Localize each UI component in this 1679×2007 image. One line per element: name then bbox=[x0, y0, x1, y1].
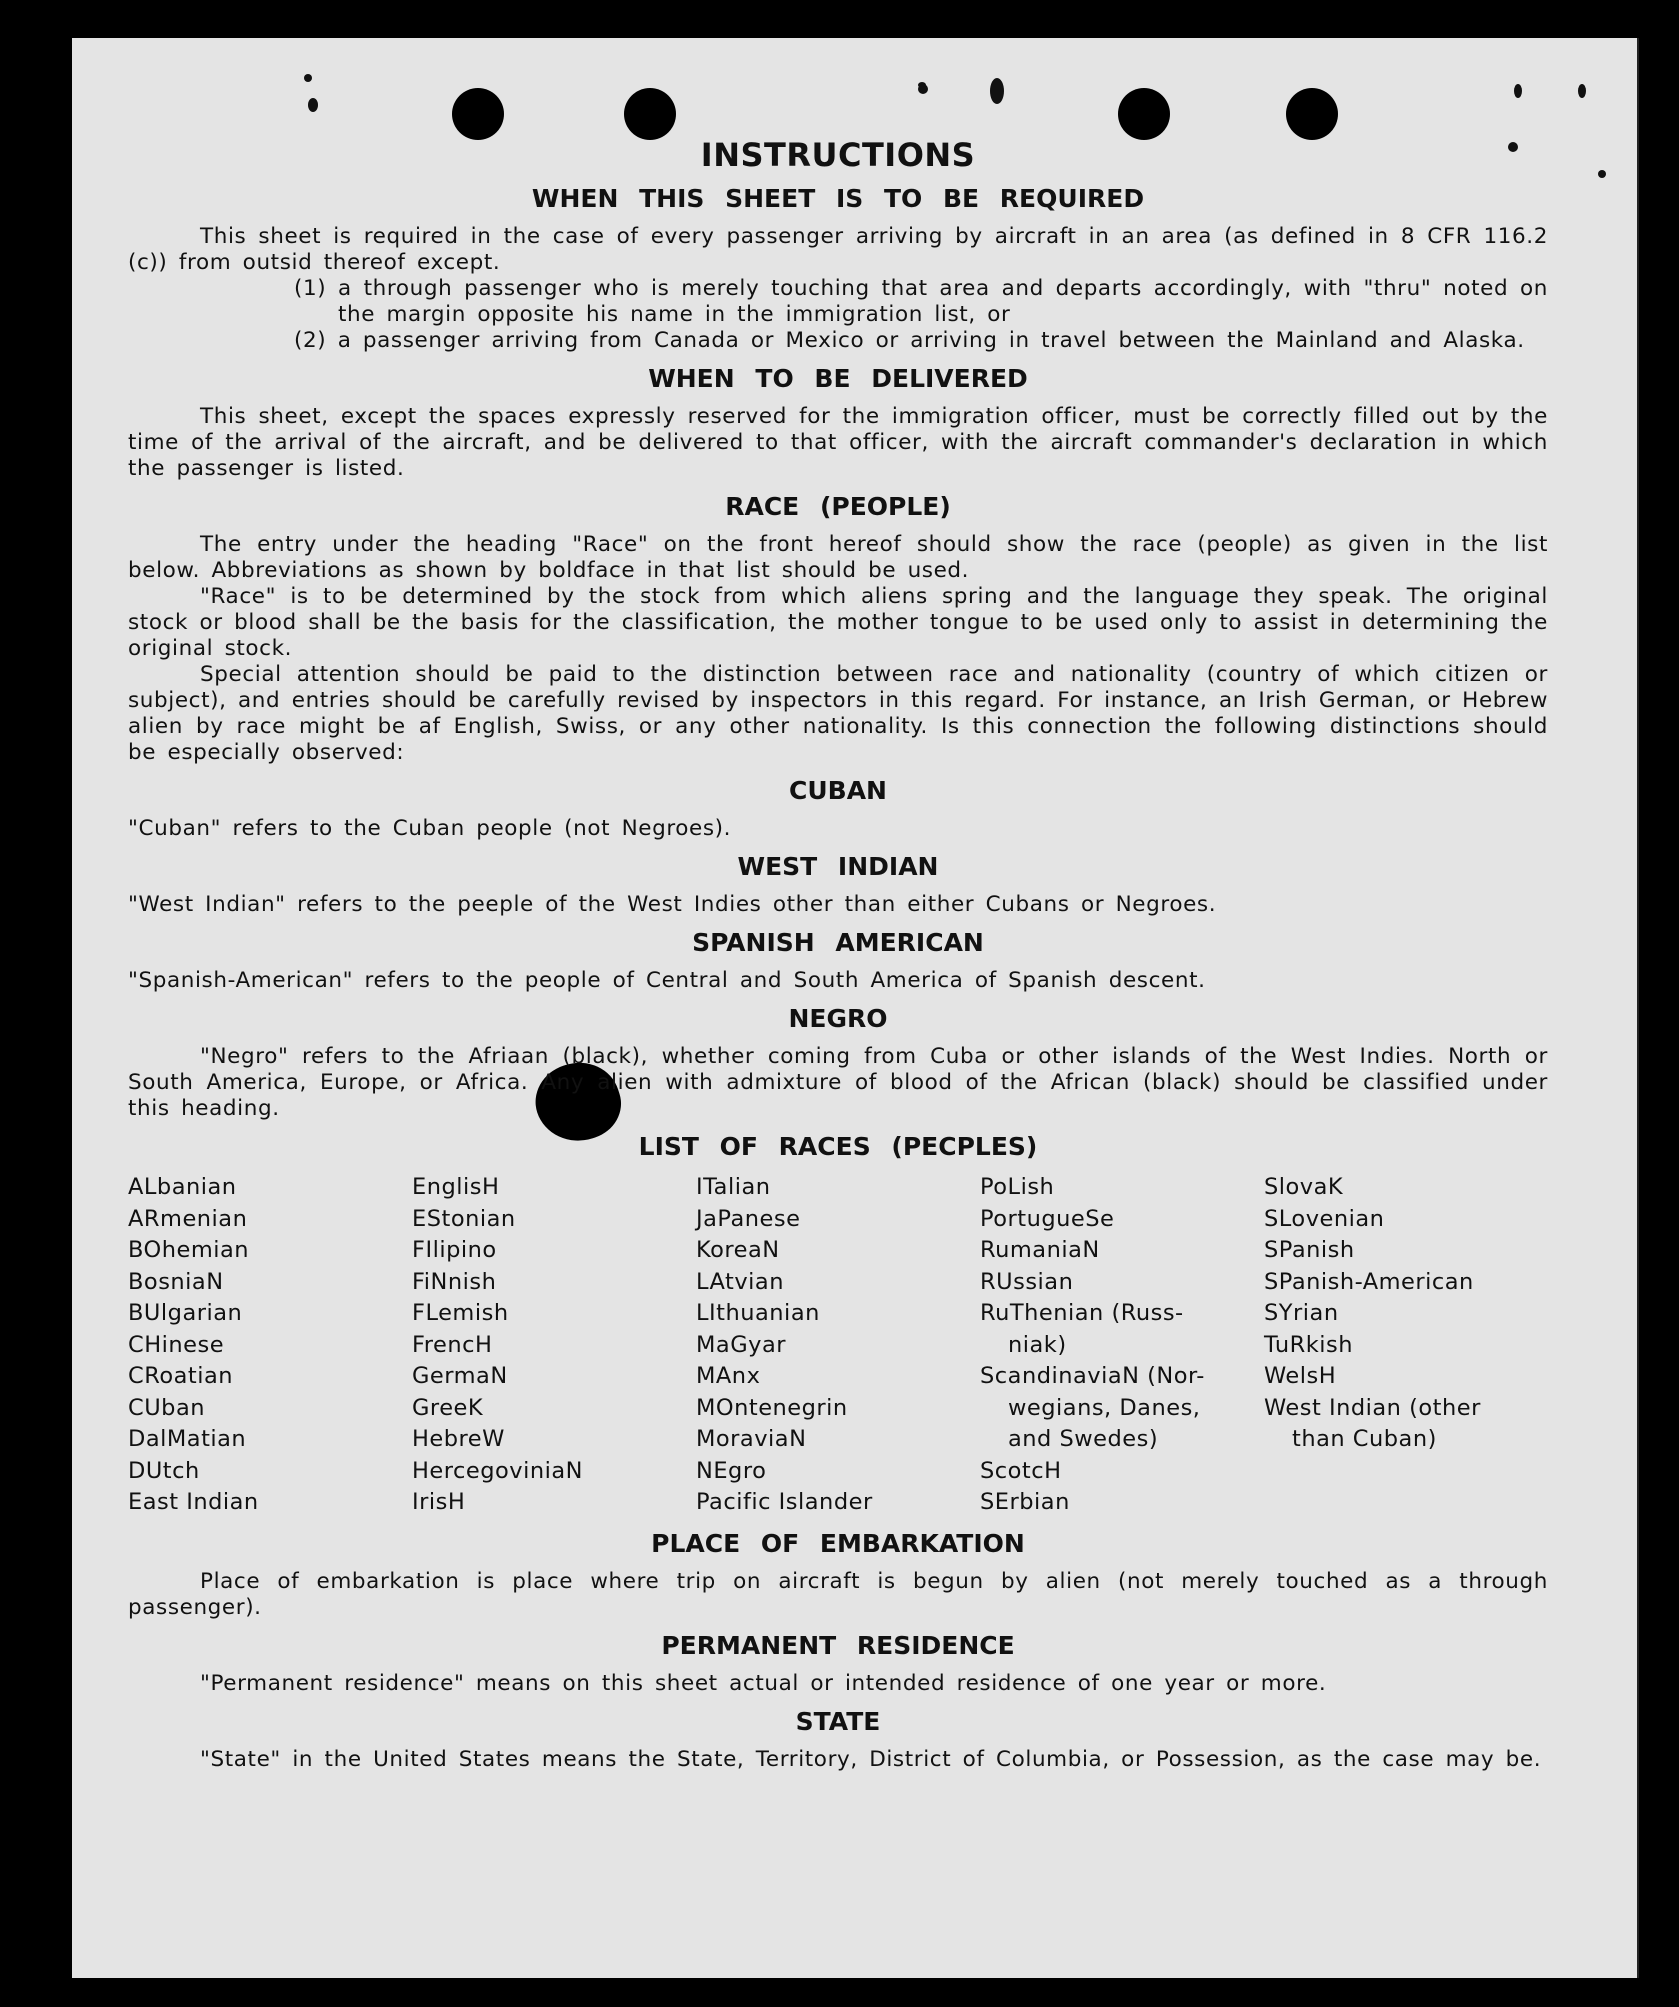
race-entry: ScotcH bbox=[980, 1457, 1062, 1484]
race-entry-continued: niak) bbox=[1008, 1331, 1067, 1358]
races-column-3 bbox=[696, 1172, 980, 1519]
race-entry: LAtvian bbox=[696, 1268, 784, 1295]
spanish-american-text: "Spanish-American" refers to the people of Central and South America of Spanish descent. bbox=[128, 968, 1206, 993]
races-column-2 bbox=[412, 1172, 696, 1519]
race-entry: SErbian bbox=[980, 1489, 1070, 1515]
race-entry: MOntenegrin bbox=[696, 1394, 848, 1421]
race-entry: TuRkish bbox=[1264, 1331, 1353, 1358]
race-entry: SPanish-American bbox=[1264, 1268, 1474, 1295]
race-entry: FiNnish bbox=[412, 1268, 497, 1295]
race-entry: KoreaN bbox=[696, 1237, 780, 1263]
race-entry: ScandinaviaN (Nor- bbox=[980, 1363, 1205, 1389]
when-required-text: This sheet is required in the case of every passenger arriving by aircraft in an area (as defined in 8 CFR 116.2 (c)) from outsid thereof except. bbox=[128, 224, 1548, 275]
race-entry: LIthuanian bbox=[696, 1300, 820, 1326]
exception-item-1: (1) a through passenger who is merely touching that area and departs accordingly, with "thru" noted on the margin opposite his name in the immigration list, or bbox=[294, 276, 1548, 327]
heading-negro: NEGRO bbox=[788, 1004, 888, 1033]
race-entry: RuThenian (Russ- bbox=[980, 1300, 1184, 1326]
heading-west-indian: WEST INDIAN bbox=[737, 852, 939, 881]
race-entry: FIlipino bbox=[412, 1237, 497, 1263]
race-entry: EnglisH bbox=[412, 1174, 500, 1200]
state-text: "State" in the United States means the State, Territory, District of Columbia, or Possession, as the case may be. bbox=[200, 1746, 1542, 1772]
races-column-1 bbox=[128, 1172, 412, 1519]
race-entry-continued: wegians, Danes, bbox=[1008, 1394, 1201, 1421]
race-entry: SPanish bbox=[1264, 1237, 1355, 1263]
race-entry: BUlgarian bbox=[128, 1300, 243, 1326]
race-paragraph-1: The entry under the heading "Race" on the front hereof should show the race (people) as given in the list below. Abbreviations as shown by boldface in that list should be used. bbox=[128, 532, 1548, 583]
race-entry: Pacific Islander bbox=[696, 1489, 873, 1515]
ink-speck bbox=[1578, 84, 1586, 98]
race-entry: RUssian bbox=[980, 1268, 1074, 1295]
race-entry: FrencH bbox=[412, 1331, 493, 1358]
west-indian-text: "West Indian" refers to the peeple of the West Indies other than either Cubans or Negroes. bbox=[128, 892, 1217, 917]
cuban-text: "Cuban" refers to the Cuban people (not Negroes). bbox=[128, 816, 732, 841]
heading-when-required: WHEN THIS SHEET IS TO BE REQUIRED bbox=[531, 184, 1145, 213]
race-entry: GreeK bbox=[412, 1394, 484, 1421]
race-entry: PortugueSe bbox=[980, 1205, 1115, 1232]
ink-speck bbox=[1598, 170, 1606, 178]
race-entry: SYrian bbox=[1264, 1300, 1339, 1326]
race-entry: MAnx bbox=[696, 1363, 761, 1389]
instructions-content bbox=[128, 96, 1548, 1773]
race-entry: ITalian bbox=[696, 1174, 771, 1200]
race-entry: DUtch bbox=[128, 1457, 200, 1484]
race-entry: MoraviaN bbox=[696, 1426, 807, 1452]
race-entry: PoLish bbox=[980, 1174, 1055, 1200]
race-entry: SLovenian bbox=[1264, 1205, 1385, 1232]
race-entry: DalMatian bbox=[128, 1426, 247, 1452]
races-column-5 bbox=[1264, 1172, 1548, 1519]
ink-speck bbox=[304, 74, 312, 82]
ink-speck bbox=[918, 84, 928, 94]
race-entry: BOhemian bbox=[128, 1237, 250, 1263]
heading-when-delivered: WHEN TO BE DELIVERED bbox=[648, 364, 1028, 393]
embarkation-text: Place of embarkation is place where trip on aircraft is begun by alien (not merely touched as a through passenger). bbox=[128, 1568, 1548, 1620]
race-entry: MaGyar bbox=[696, 1331, 786, 1358]
heading-spanish-american: SPANISH AMERICAN bbox=[692, 928, 984, 957]
heading-cuban: CUBAN bbox=[789, 776, 887, 805]
race-entry: West Indian (other bbox=[1264, 1394, 1481, 1421]
permanent-residence-text: "Permanent residence" means on this sheet actual or intended residence of one year or more. bbox=[200, 1670, 1327, 1696]
race-entry: IrisH bbox=[412, 1489, 466, 1515]
race-entry: East Indian bbox=[128, 1489, 259, 1515]
heading-place-of-embarkation: PLACE OF EMBARKATION bbox=[651, 1528, 1025, 1558]
race-entry: RumaniaN bbox=[980, 1237, 1100, 1263]
when-delivered-text: This sheet, except the spaces expressly reserved for the immigration officer, must be correctly filled out by the time of the arrival of the aircraft, and be delivered to that officer, with the aircraft commander's declaration in which the passenger is listed. bbox=[128, 404, 1548, 481]
race-entry-continued: than Cuban) bbox=[1292, 1426, 1437, 1452]
race-entry: CUban bbox=[128, 1394, 206, 1421]
heading-list-of-races: LIST OF RACES (PECPLES) bbox=[638, 1132, 1038, 1161]
heading-state: STATE bbox=[795, 1706, 881, 1736]
race-entry: EStonian bbox=[412, 1205, 516, 1232]
race-entry: NEgro bbox=[696, 1457, 767, 1484]
race-entry: JaPanese bbox=[696, 1205, 801, 1232]
heading-race: RACE (PEOPLE) bbox=[725, 492, 951, 521]
race-entry: HercegoviniaN bbox=[412, 1457, 583, 1484]
race-entry: BosniaN bbox=[128, 1268, 224, 1295]
race-entry: CHinese bbox=[128, 1331, 225, 1358]
exception-item-2: (2) a passenger arriving from Canada or Mexico or arriving in travel between the Mainland and Alaska. bbox=[294, 328, 1525, 353]
race-entry-continued: and Swedes) bbox=[1008, 1426, 1159, 1452]
race-entry: ALbanian bbox=[128, 1174, 237, 1200]
page-title: INSTRUCTIONS bbox=[700, 136, 976, 174]
race-entry: GermaN bbox=[412, 1363, 508, 1389]
race-entry: FLemish bbox=[412, 1300, 509, 1326]
race-entry: WelsH bbox=[1264, 1363, 1337, 1389]
race-entry: ARmenian bbox=[128, 1205, 248, 1232]
race-entry: CRoatian bbox=[128, 1363, 234, 1389]
races-column-4 bbox=[980, 1172, 1264, 1519]
race-entry: SlovaK bbox=[1264, 1174, 1344, 1200]
race-entry: HebreW bbox=[412, 1426, 505, 1452]
races-list bbox=[128, 1172, 1548, 1519]
heading-permanent-residence: PERMANENT RESIDENCE bbox=[661, 1630, 1015, 1660]
negro-text: "Negro" refers to the Afriaan (black), whether coming from Cuba or other islands of the West Indies. North or South America, Europe, or Africa. Any alien with admixture of blood of the African (black) should be classified under this heading. bbox=[128, 1044, 1548, 1121]
race-paragraph-2: "Race" is to be determined by the stock from which aliens spring and the language they speak. The original stock or blood shall be the basis for the classification, the mother tongue to be used only to assist in determining the original stock. bbox=[128, 584, 1548, 661]
race-paragraph-3: Special attention should be paid to the distinction between race and nationality (country of which citizen or subject), and entries should be carefully revised by inspectors in this regard. For instance, an Irish German, or Hebrew alien by race might be af English, Swiss, or any other nationality. Is this connection the following distinctions should be especially observed: bbox=[128, 662, 1548, 765]
